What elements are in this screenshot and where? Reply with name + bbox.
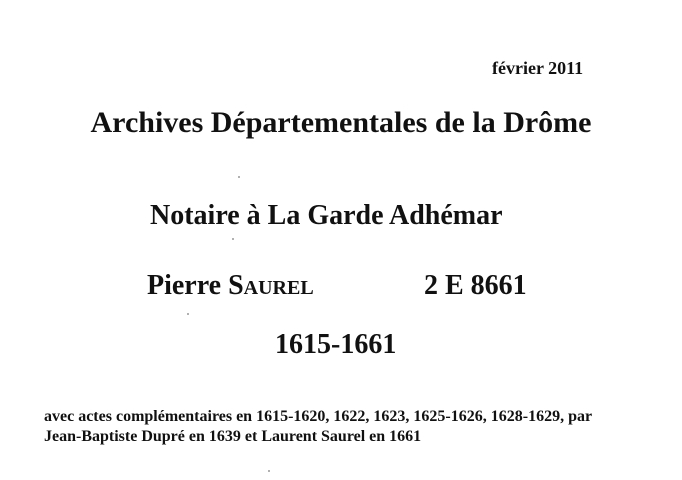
notary-last-name: Saurel	[228, 270, 314, 301]
document-date: février 2011	[492, 58, 584, 78]
scan-speck	[232, 238, 234, 240]
archive-reference: 2 E 8661	[424, 270, 527, 301]
notary-name	[147, 270, 314, 302]
complementary-note	[44, 407, 644, 447]
notary-subtitle: Notaire à La Garde Adhémar	[150, 200, 503, 231]
institution-title: Archives Départementales de la Drôme	[90, 106, 592, 139]
date-range: 1615-1661	[275, 329, 397, 360]
scan-speck	[187, 313, 189, 315]
note-line-1: avec actes complémentaires en 1615-1620, 1622, 1623, 1625-1626, 1628-1629, par	[44, 408, 593, 425]
scan-speck	[268, 470, 270, 472]
note-line-2: Jean-Baptiste Dupré en 1639 et Laurent Saurel en 1661	[44, 428, 422, 445]
notary-first-name: Pierre	[147, 270, 229, 301]
scan-speck	[238, 176, 240, 178]
